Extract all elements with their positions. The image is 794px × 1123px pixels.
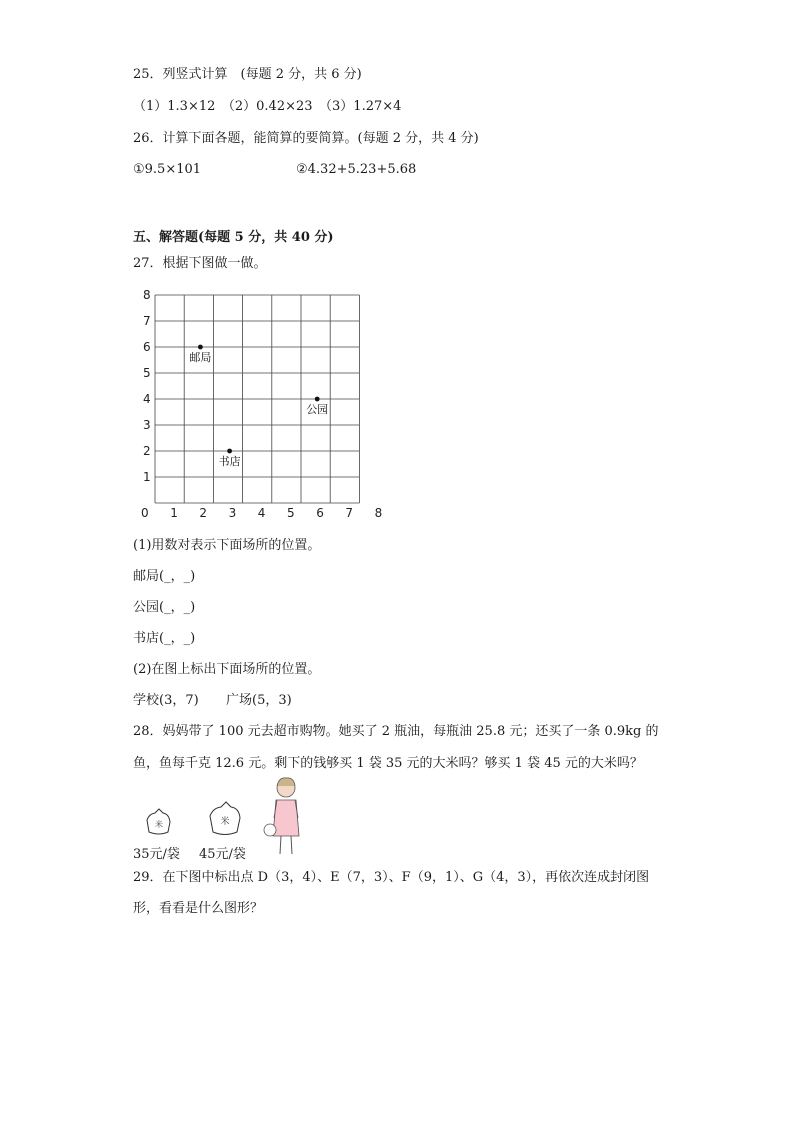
q27-title: 27．根据下图做一做。: [133, 256, 267, 271]
x-tick-label: 3: [228, 506, 237, 520]
q29-line-2: 形，看看是什么图形？: [133, 901, 264, 916]
y-tick-label: 6: [143, 340, 151, 354]
coordinate-grid: [140, 284, 410, 528]
y-tick-label: 2: [143, 444, 151, 458]
y-tick-label: 1: [143, 470, 151, 484]
answer-park: 公园(_，_): [133, 600, 196, 615]
answer-bookstore: 书店(_，_): [133, 631, 196, 646]
x-tick-label: 2: [199, 506, 208, 520]
section-5-title: 五、解答题(每题 5 分，共 40 分): [133, 230, 334, 245]
y-tick-label: 8: [143, 288, 151, 302]
x-tick-label: 4: [257, 506, 266, 520]
y-tick-label: 3: [143, 418, 151, 432]
mother-icon: [264, 778, 299, 854]
q25-title: 25．列竖式计算 (每题 2 分，共 6 分): [133, 67, 362, 82]
y-tick-label: 4: [143, 392, 151, 406]
answer-post-office: 邮局(_，_): [133, 569, 196, 584]
location-point: [315, 397, 320, 402]
q29-line-1: 29．在下图中标出点 D（3，4）、E（7，3）、F（9，1）、G（4，3），再依次连成封闭图: [133, 870, 650, 885]
bag1-char: 米: [155, 820, 163, 829]
x-tick-label: 5: [287, 506, 295, 520]
rice-bag-small-icon: [147, 809, 170, 834]
price-35: 35元/袋: [133, 847, 180, 862]
y-tick-label: 7: [143, 314, 151, 328]
location-point: [227, 449, 232, 454]
rice-bag-large-icon: [210, 802, 240, 835]
q25-items: （1）1.3×12 （2）0.42×23 （3）1.27×4: [133, 99, 402, 114]
price-45: 45元/袋: [199, 847, 246, 862]
q27-sub2: (2)在图上标出下面场所的位置。: [133, 662, 321, 677]
location-point: [198, 345, 203, 350]
x-tick-label: 6: [316, 506, 324, 520]
x-tick-label: 8: [374, 506, 383, 520]
school-position: 学校(3，7): [133, 693, 199, 708]
location-label: 公园: [306, 403, 329, 416]
bag2-char: 米: [220, 817, 230, 827]
square-position: 广场(5，3): [226, 693, 292, 708]
q27-sub1: (1)用数对表示下面场所的位置。: [133, 538, 321, 553]
x-tick-label: 1: [170, 506, 178, 520]
x-tick-label: 0: [141, 506, 149, 520]
q28-line-1: 28．妈妈带了 100 元去超市购物。她买了 2 瓶油，每瓶油 25.8 元；还买了一条 0.9kg 的: [133, 724, 659, 739]
q26-item-2: ②4.32+5.23+5.68: [296, 162, 417, 177]
q26-title: 26．计算下面各题，能简算的要简算。(每题 2 分，共 4 分): [133, 131, 479, 146]
q28-line-2: 鱼，鱼每千克 12.6 元。剩下的钱够买 1 袋 35 元的大米吗？够买 1 袋 45 元的大米吗？: [133, 756, 643, 771]
y-tick-label: 5: [143, 366, 151, 380]
location-label: 书店: [218, 455, 241, 468]
location-label: 邮局: [189, 351, 212, 364]
grid-svg: [140, 284, 410, 524]
x-tick-label: 7: [345, 506, 354, 520]
q26-item-1: ①9.5×101: [133, 162, 202, 177]
